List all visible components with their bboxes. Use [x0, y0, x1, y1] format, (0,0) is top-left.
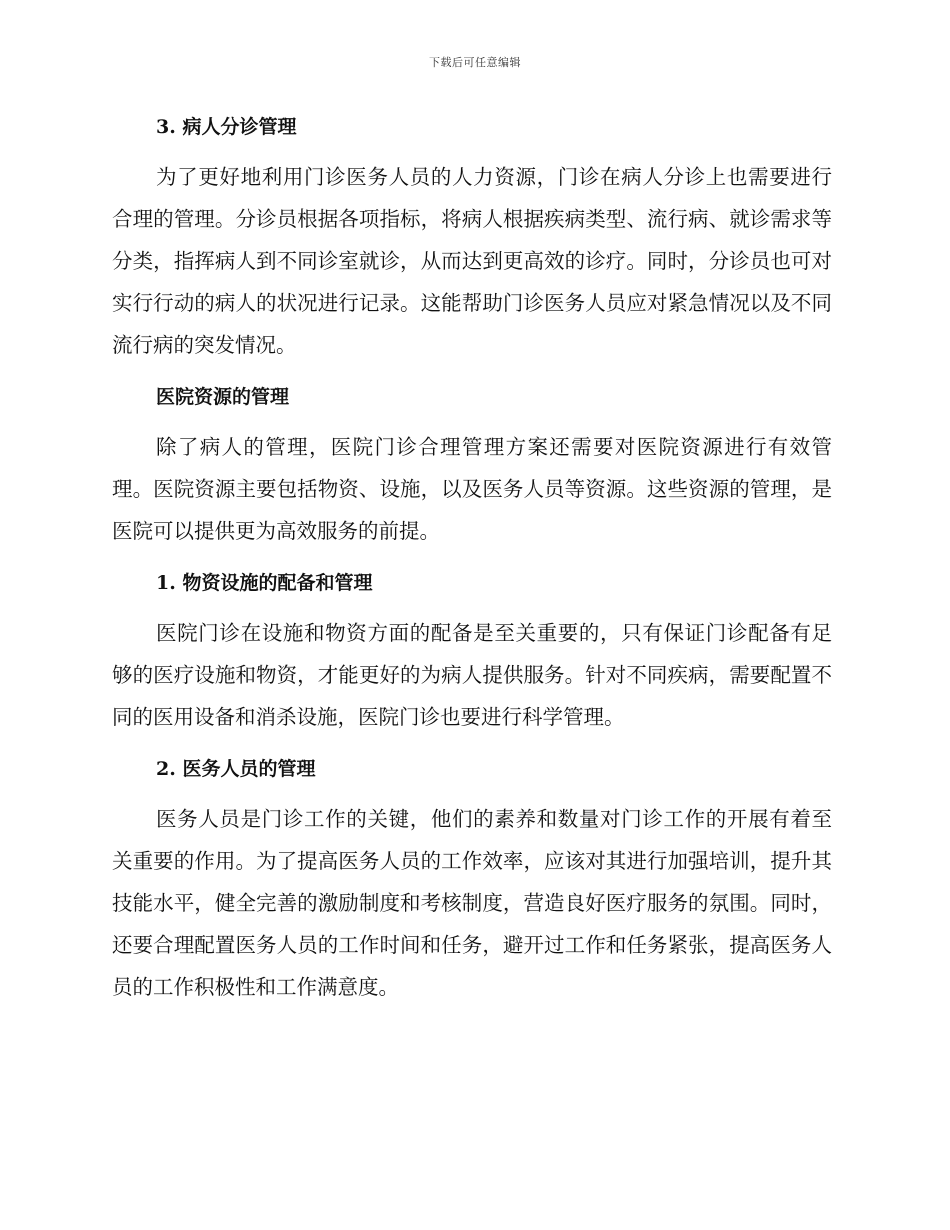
section-paragraph-triage: 为了更好地利用门诊医务人员的人力资源，门诊在病人分诊上也需要进行合理的管理。分诊员根据各项指标，将病人根据疾病类型、流行病、就诊需求等分类，指挥病人到不同诊室就诊，从而达到更高效的诊疗。同时，分诊员也可对实行行动的病人的状况进行记录。这能帮助门诊医务人员应对紧急情况以及不同流行病的突发情况。: [112, 165, 832, 357]
document-body: [112, 108, 832, 1020]
section-heading-hospital-resources: 医院资源的管理: [156, 386, 290, 408]
section-paragraph-facilities: 医院门诊在设施和物资方面的配备是至关重要的，只有保证门诊配备有足够的医疗设施和物资，才能更好的为病人提供服务。针对不同疾病，需要配置不同的医用设备和消杀设施，医院门诊也要进行科学管理。: [112, 621, 832, 729]
section-heading-facilities: 1. 物资设施的配备和管理: [156, 572, 373, 594]
section-heading-triage: 3. 病人分诊管理: [156, 116, 297, 138]
section-heading-medical-staff: 2. 医务人员的管理: [156, 758, 316, 780]
section-paragraph-medical-staff: 医务人员是门诊工作的关键，他们的素养和数量对门诊工作的开展有着至关重要的作用。为了提高医务人员的工作效率，应该对其进行加强培训，提升其技能水平，健全完善的激励制度和考核制度，营造良好医疗服务的氛围。同时，还要合理配置医务人员的工作时间和任务，避开过工作和任务紧张，提高医务人员的工作积极性和工作满意度。: [112, 807, 832, 999]
section-paragraph-hospital-resources: 除了病人的管理，医院门诊合理管理方案还需要对医院资源进行有效管理。医院资源主要包括物资、设施，以及医务人员等资源。这些资源的管理，是医院可以提供更为高效服务的前提。: [112, 435, 832, 543]
page-header: 下载后可任意编辑: [429, 56, 521, 69]
